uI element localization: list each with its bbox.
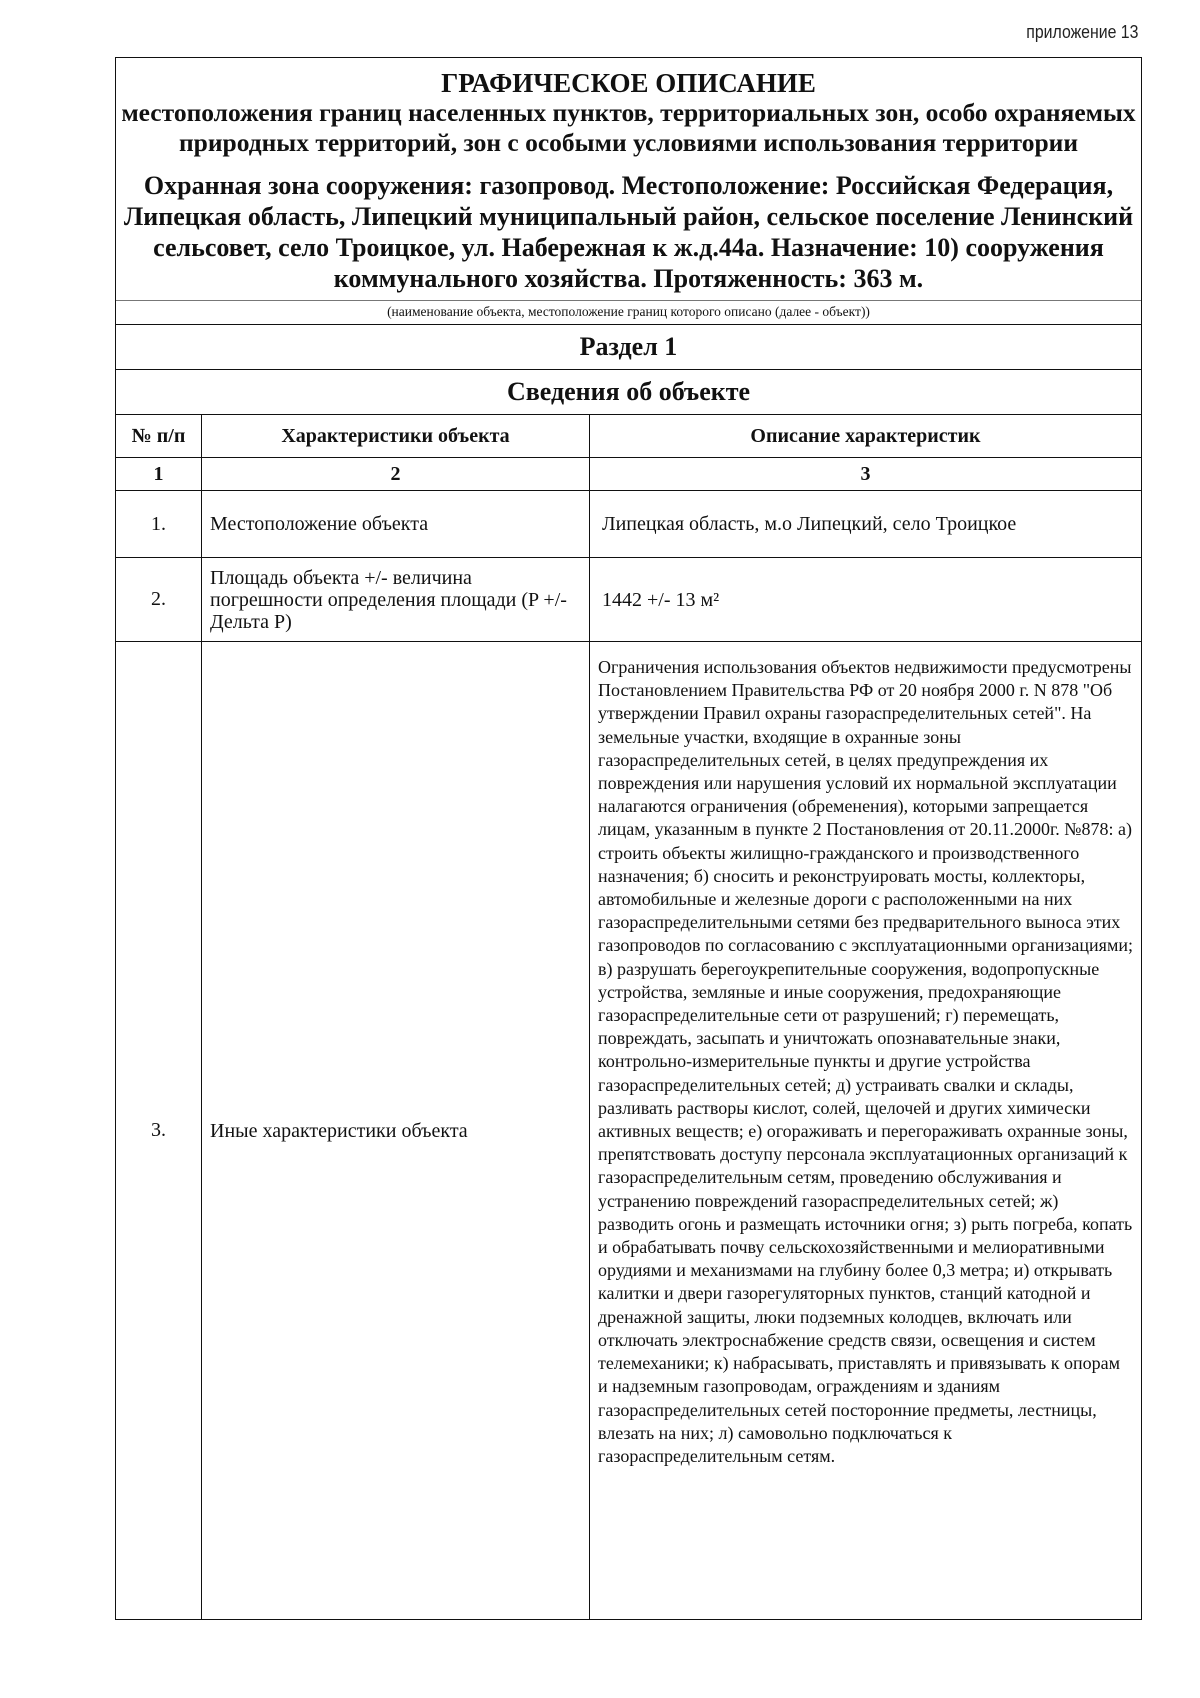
- column-number-row: [116, 458, 1142, 491]
- row-description: 1442 +/- 13 м²: [590, 558, 1142, 642]
- table-row: [116, 558, 1142, 642]
- row-description: Липецкая область, м.о Липецкий, село Троицкое: [590, 491, 1142, 558]
- section-title-row: [116, 325, 1142, 370]
- row-characteristic: Иные характеристики объекта: [202, 642, 590, 1620]
- document-subtitle: местоположения границ населенных пунктов, территориальных зон, особо охраняемых природных территорий, зон с особыми условиями использования территории: [121, 98, 1136, 157]
- graphic-description-table: [115, 57, 1142, 1620]
- column-number-1: 1: [116, 458, 202, 491]
- document-header-row: [116, 58, 1142, 325]
- row-characteristic: Местоположение объекта: [202, 491, 590, 558]
- object-description: Охранная зона сооружения: газопровод. Местоположение: Российская Федерация, Липецкая область, Липецкий муниципальный район, сельское поселение Ленинский сельсовет, село Троицкое, ул. Набережная к ж.д.44а. Назначение: 10) сооружения коммунального хозяйства. Протяженность: 363 м.: [123, 171, 1134, 293]
- column-number-2: 2: [202, 458, 590, 491]
- section-subtitle: Сведения об объекте: [116, 370, 1142, 415]
- table-row: [116, 642, 1142, 1620]
- column-number-3: 3: [590, 458, 1142, 491]
- appendix-label: приложение 13: [1025, 22, 1138, 42]
- row-number: 2.: [116, 558, 202, 642]
- document-header: [116, 58, 1142, 325]
- row-description: Ограничения использования объектов недвижимости предусмотрены Постановлением Правительства РФ от 20 ноября 2000 г. N 878 "Об утверждении Правил охраны газораспределительных сетей". На земельные участки, входящие в охранные зоны газораспределительных сетей, в целях предупреждения их повреждения или нарушения условий их нормальной эксплуатации налагаются ограничения (обременения), которыми запрещается лицам, указанным в пункте 2 Постановления от 20.11.2000г. №878: а) строить объекты жилищно-гражданского и производственного назначения; б) сносить и реконструировать мосты, коллекторы, автомобильные и железные дороги с расположенными на них газораспределительными сетями без предварительного выноса этих газопроводов по согласованию с эксплуатационными организациями; в) разрушать берегоукрепительные сооружения, водопропускные устройства, земляные и иные сооружения, предохраняющие газораспределительные сети от разрушений; г) перемещать, повреждать, засыпать и уничтожать опознавательные знаки, контрольно-измерительные пункты и другие устройства газораспределительных сетей; д) устраивать свалки и склады, разливать растворы кислот, солей, щелочей и других химически активных веществ; е) огораживать и перегораживать охранные зоны, препятствовать доступу персонала эксплуатационных организаций к газораспределительным сетям, проведению обслуживания и устранению повреждений газораспределительных сетей; ж) разводить огонь и размещать источники огня; з) рыть погреба, копать и обрабатывать почву сельскохозяйственными и мелиоративными орудиями и механизмами на глубину более 0,3 метра; и) открывать калитки и двери газорегуляторных пунктов, станций катодной и дренажной защиты, люки подземных колодцев, включать или отключать электроснабжение средств связи, освещения и систем телемеханики; к) набрасывать, приставлять и привязывать к опорам и надземным газопроводам, ограждениям и зданиям газораспределительных сетей посторонние предметы, лестницы, влезать на них; л) самовольно подключаться к газораспределительным сетям.: [590, 642, 1142, 1620]
- row-characteristic: Площадь объекта +/- величина погрешности определения площади (P +/- Дельта P): [202, 558, 590, 642]
- header-characteristic: Характеристики объекта: [202, 415, 590, 458]
- table-header-row: [116, 415, 1142, 458]
- header-description: Описание характеристик: [590, 415, 1142, 458]
- table-row: [116, 491, 1142, 558]
- document-title: ГРАФИЧЕСКОЕ ОПИСАНИЕ: [441, 68, 816, 98]
- object-caption: (наименование объекта, местоположение границ которого описано (далее - объект)): [116, 300, 1141, 324]
- row-number: 1.: [116, 491, 202, 558]
- section-subtitle-row: [116, 370, 1142, 415]
- section-title: Раздел 1: [116, 325, 1142, 370]
- header-number: № п/п: [116, 415, 202, 458]
- row-number: 3.: [116, 642, 202, 1620]
